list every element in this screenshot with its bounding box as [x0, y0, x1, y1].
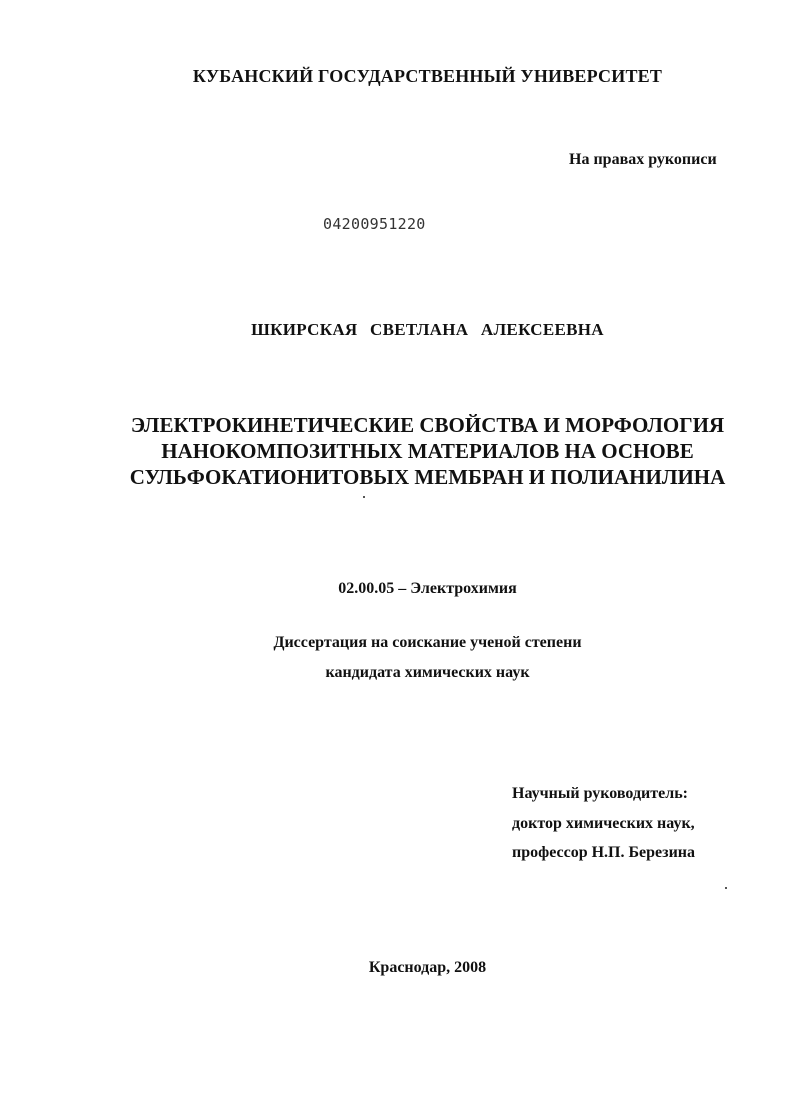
title-line-3: СУЛЬФОКАТИОНИТОВЫХ МЕМБРАН И ПОЛИАНИЛИНА: [129, 465, 726, 489]
dissertation-title: [0, 412, 793, 490]
supervisor-label: Научный руководитель:: [512, 785, 688, 802]
scan-speck: [725, 887, 727, 889]
rights-note: На правах рукописи: [569, 151, 717, 168]
degree-line-1: Диссертация на соискание ученой степени: [273, 634, 582, 651]
supervisor-degree: доктор химических наук,: [512, 814, 695, 832]
city-year: Краснодар, 2008: [368, 959, 487, 976]
supervisor-name: профессор Н.П. Березина: [512, 844, 696, 861]
author-name: ШКИРСКАЯ СВЕТЛАНА АЛЕКСЕЕВНА: [251, 320, 604, 339]
supervisor-block: [512, 779, 695, 868]
title-line-2: НАНОКОМПОЗИТНЫХ МАТЕРИАЛОВ НА ОСНОВЕ: [161, 439, 694, 463]
degree-line-2: кандидата химических наук: [325, 664, 530, 681]
scan-speck: [363, 496, 365, 498]
title-line-1: ЭЛЕКТРОКИНЕТИЧЕСКИЕ СВОЙСТВА И МОРФОЛОГИЯ: [130, 413, 725, 437]
specialty-code: 02.00.05 – Электрохимия: [338, 580, 517, 597]
library-stamp-code: 04200951220: [323, 215, 426, 233]
university-name: КУБАНСКИЙ ГОСУДАРСТВЕННЫЙ УНИВЕРСИТЕТ: [192, 66, 663, 86]
